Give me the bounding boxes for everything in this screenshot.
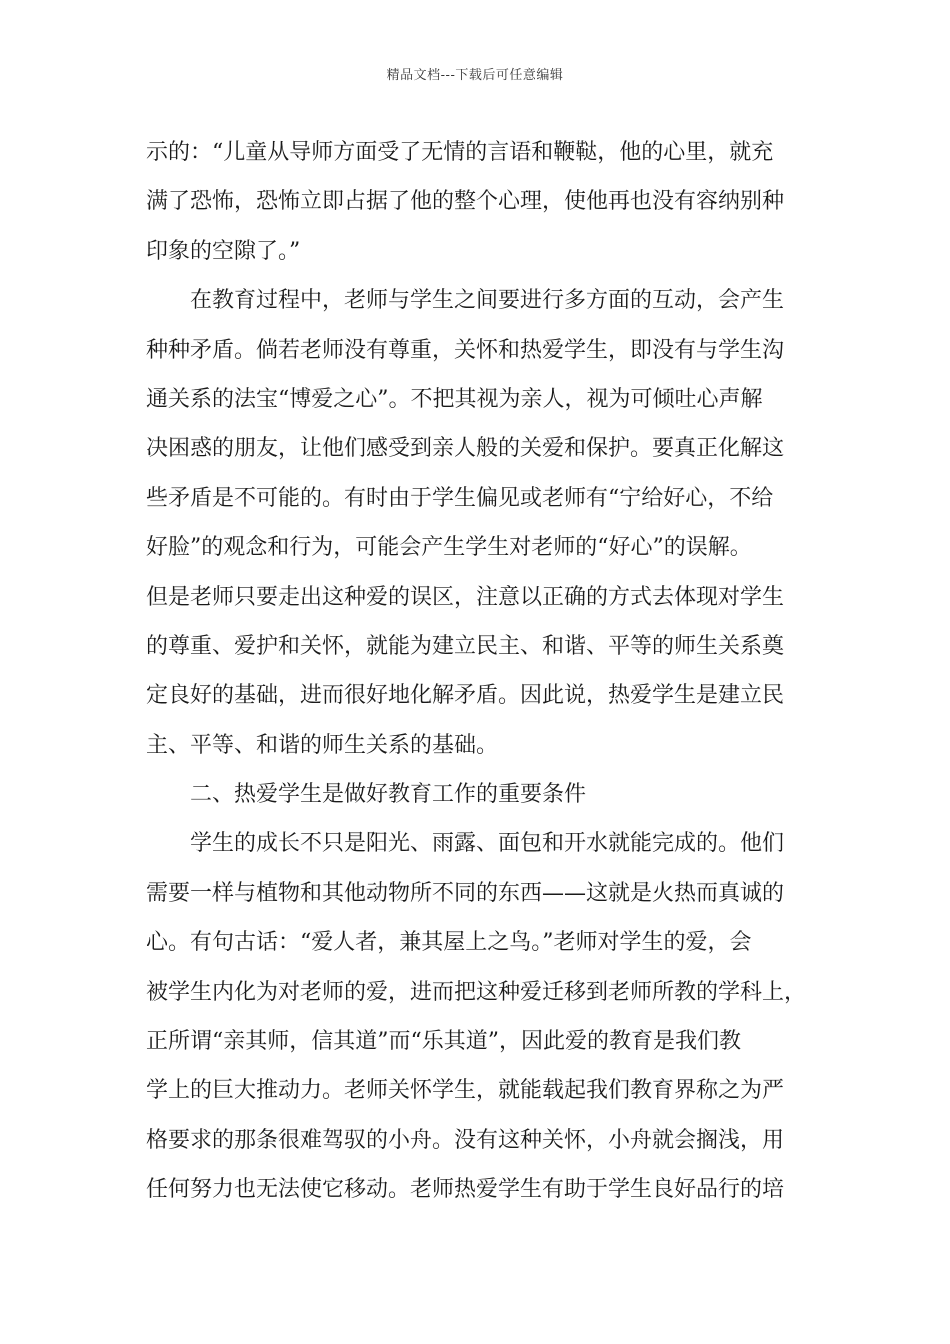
document-body [146, 128, 811, 1215]
text-line: 好脸”的观念和行为，可能会产生学生对老师的“好心”的误解。 [146, 535, 752, 561]
text-line: 决困惑的朋友，让他们感受到亲人般的关爱和保护。要真正化解这 [146, 436, 785, 462]
text-line: 定良好的基础，进而很好地化解矛盾。因此说，热爱学生是建立民 [146, 683, 785, 709]
text-line: 心。有句古话：“爱人者，兼其屋上之鸟。”老师对学生的爱，会 [146, 930, 752, 956]
paragraph-start-line: 在教育过程中，老师与学生之间要进行多方面的互动，会产生 [190, 288, 785, 314]
text-line: 学上的巨大推动力。老师关怀学生，就能载起我们教育界称之为严 [146, 1078, 785, 1104]
text-line: 印象的空隙了。” [146, 238, 301, 264]
section-heading: 二、热爱学生是做好教育工作的重要条件 [190, 782, 587, 808]
text-line: 被学生内化为对老师的爱，进而把这种爱迁移到老师所教的学科上， [146, 979, 807, 1005]
text-line: 种种矛盾。倘若老师没有尊重，关怀和热爱学生，即没有与学生沟 [146, 337, 785, 363]
text-line: 需要一样与植物和其他动物所不同的东西——这就是火热而真诚的 [146, 880, 785, 906]
text-line: 格要求的那条很难驾驭的小舟。没有这种关怀，小舟就会搁浅，用 [146, 1127, 785, 1153]
text-line: 满了恐怖，恐怖立即占据了他的整个心理，使他再也没有容纳别种 [146, 189, 785, 215]
text-line: 示的：“儿童从导师方面受了无情的言语和鞭鞑，他的心里，就充 [146, 140, 774, 165]
text-line: 的尊重、爱护和关怀，就能为建立民主、和谐、平等的师生关系奠 [146, 633, 785, 659]
text-line: 正所谓“亲其师，信其道”而“乐其道”，因此爱的教育是我们教 [146, 1029, 741, 1055]
text-line: 主、平等、和谐的师生关系的基础。 [146, 732, 499, 758]
text-line: 通关系的法宝“博爱之心”。不把其视为亲人，视为可倾吐心声解 [146, 386, 763, 412]
text-line: 任何努力也无法使它移动。老师热爱学生有助于学生良好品行的培 [146, 1177, 785, 1203]
text-line: 但是老师只要走出这种爱的误区，注意以正确的方式去体现对学生 [146, 584, 785, 610]
page-header: 精品文档---下载后可任意编辑 [386, 68, 564, 83]
paragraph-start-line: 学生的成长不只是阳光、雨露、面包和开水就能完成的。他们 [190, 831, 785, 857]
text-line: 些矛盾是不可能的。有时由于学生偏见或老师有“宁给好心，不给 [146, 485, 774, 511]
